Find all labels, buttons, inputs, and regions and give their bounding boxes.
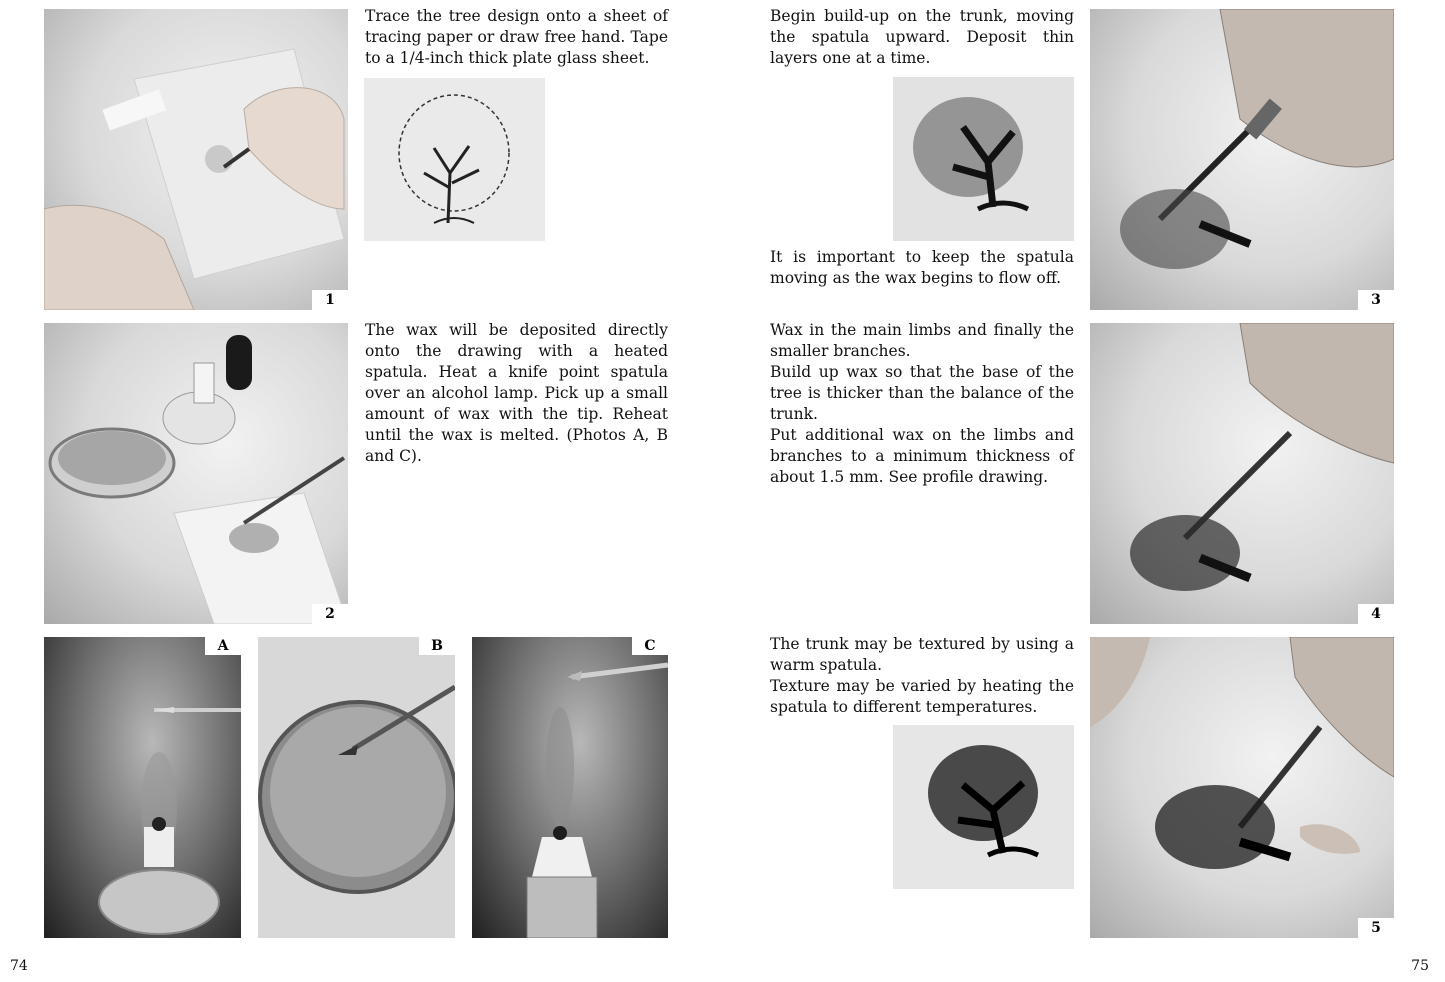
photo-b-picking-up-wax <box>258 637 455 938</box>
photo-b-illustration <box>258 637 455 938</box>
photo-2-illustration <box>44 323 348 624</box>
photo-1-illustration <box>44 9 348 310</box>
photo-5-illustration <box>1090 637 1394 938</box>
step-4-line-3: Put additional wax on the limbs and branches to a minimum thickness of about 1.5 mm. See profile drawing. <box>770 426 1074 486</box>
photo-a-illustration <box>44 637 241 938</box>
wax-tree-buildup-detail <box>893 77 1074 241</box>
tree-design-drawing <box>364 78 545 241</box>
page-number-right: 75 <box>1411 958 1429 974</box>
step-5-line-2: Texture may be varied by heating the spatula to different temperatures. <box>770 677 1074 716</box>
photo-5-texturing-trunk <box>1090 637 1394 938</box>
photo-c-reheating-wax <box>472 637 668 938</box>
step-3-instructions-bottom <box>770 247 1074 289</box>
step-2-text: The wax will be deposited directly onto the drawing with a heated spatula. Heat a knife point spatula over an alcohol lamp. Pick up a small amount of wax with the tip. Reheat until the wax is melted. (Photos A, B and C). <box>365 321 668 465</box>
photo-b-label: B <box>419 637 455 655</box>
finished-wax-tree <box>893 725 1074 889</box>
photo-5-label: 5 <box>1358 918 1394 938</box>
photo-c-label: C <box>632 637 668 655</box>
step-5-instructions <box>770 634 1074 718</box>
photo-a-label: A <box>205 637 241 655</box>
step-3-text-b: It is important to keep the spatula moving as the wax begins to flow off. <box>770 248 1074 287</box>
step-3-text-a: Begin build-up on the trunk, moving the spatula upward. Deposit thin layers one at a time. <box>770 7 1074 67</box>
step-2-instructions <box>365 320 668 467</box>
page-number-left: 74 <box>10 958 28 974</box>
photo-3-trunk-buildup <box>1090 9 1394 310</box>
photo-a-heating-spatula <box>44 637 241 938</box>
photo-3-label: 3 <box>1358 290 1394 310</box>
photo-4-limbs-and-branches <box>1090 323 1394 624</box>
photo-4-label: 4 <box>1358 604 1394 624</box>
step-1-text: Trace the tree design onto a sheet of tracing paper or draw free hand. Tape to a 1/4-inch thick plate glass sheet. <box>365 7 668 67</box>
photo-2-wax-and-lamp <box>44 323 348 624</box>
finished-wax-tree-illustration <box>893 725 1074 889</box>
step-3-instructions-top <box>770 6 1074 69</box>
step-4-line-2: Build up wax so that the base of the tree is thicker than the balance of the trunk. <box>770 363 1074 423</box>
photo-2-label: 2 <box>312 604 348 624</box>
photo-3-illustration <box>1090 9 1394 310</box>
wax-tree-buildup-illustration <box>893 77 1074 241</box>
step-4-line-1: Wax in the main limbs and finally the smaller branches. <box>770 321 1074 360</box>
photo-1-tracing-design <box>44 9 348 310</box>
step-5-line-1: The trunk may be textured by using a warm spatula. <box>770 635 1074 674</box>
step-1-instructions <box>365 6 668 69</box>
photo-4-illustration <box>1090 323 1394 624</box>
tree-outline-illustration <box>364 78 545 241</box>
step-4-instructions <box>770 320 1074 488</box>
photo-1-label: 1 <box>312 290 348 310</box>
photo-c-illustration <box>472 637 668 938</box>
